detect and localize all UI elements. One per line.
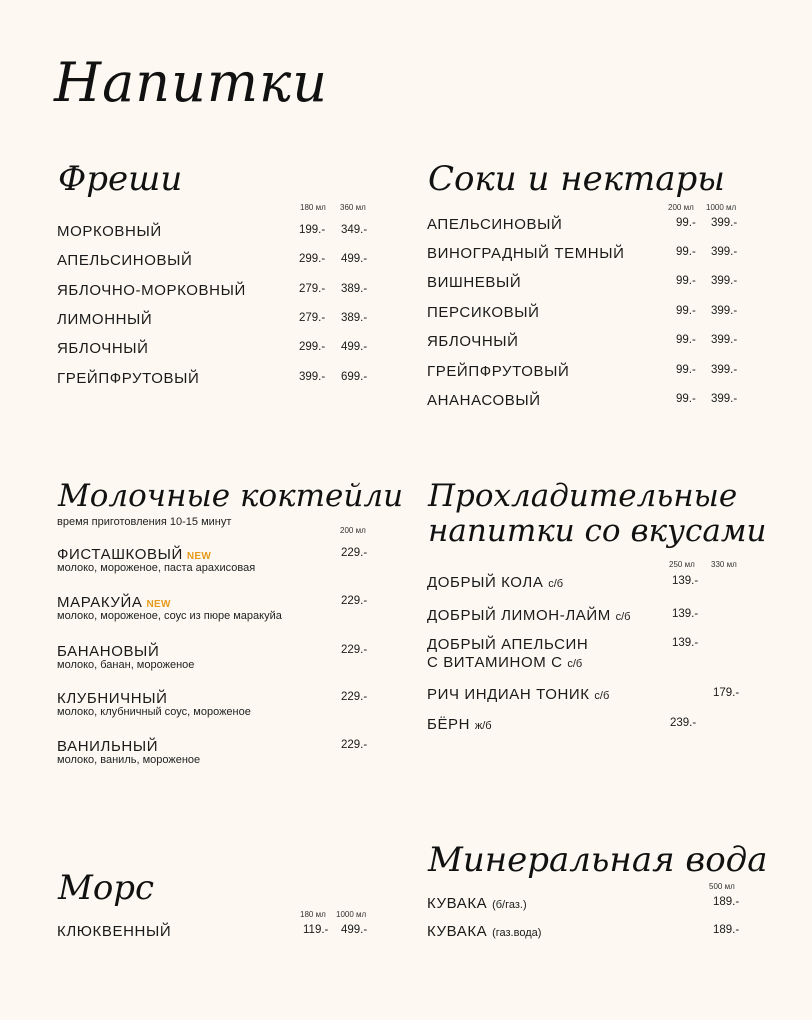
item-name: МАРАКУЙА NEW	[57, 594, 171, 611]
cold-size-small: 250 мл	[669, 560, 695, 569]
shakes-section-title: Молочные коктейли	[58, 478, 404, 514]
item-price-small: 99.-	[676, 364, 696, 376]
item-name: ДОБРЫЙ ЛИМОН-ЛАЙМ с/б	[427, 607, 631, 624]
item-name: АПЕЛЬСИНОВЫЙ	[427, 216, 563, 233]
item-description: молоко, клубничный соус, мороженое	[57, 706, 251, 718]
item-price: 229.-	[341, 547, 368, 559]
item-description: молоко, мороженое, паста арахисовая	[57, 562, 256, 574]
item-name: ПЕРСИКОВЫЙ	[427, 304, 540, 321]
item-price: 139.-	[672, 575, 699, 587]
item-price-small: 99.-	[676, 334, 696, 346]
fresh-size-large: 360 мл	[340, 203, 366, 212]
item-price: 229.-	[341, 595, 368, 607]
item-price-small: 119.-	[303, 924, 329, 936]
new-badge: NEW	[146, 599, 171, 610]
item-price-large: 389.-	[341, 283, 368, 295]
item-price: 229.-	[341, 739, 368, 751]
item-price: 229.-	[341, 644, 368, 656]
item-price-large: 399.-	[711, 393, 738, 405]
water-size: 500 мл	[709, 882, 735, 891]
shakes-size: 200 мл	[340, 526, 366, 535]
item-name: МОРКОВНЫЙ	[57, 223, 162, 240]
item-price-large: 399.-	[711, 246, 738, 258]
item-name: АПЕЛЬСИНОВЫЙ	[57, 252, 193, 269]
item-note: с/б	[567, 658, 583, 670]
item-description: молоко, ваниль, мороженое	[57, 754, 201, 766]
item-price-small: 279.-	[299, 283, 326, 295]
item-name: БАНАНОВЫЙ	[57, 643, 160, 660]
cold-size-large: 330 мл	[711, 560, 737, 569]
item-name: РИЧ ИНДИАН ТОНИК с/б	[427, 686, 610, 703]
item-name: КУВАКА (газ.вода)	[427, 923, 542, 940]
mors-section-title: Морс	[58, 868, 155, 908]
juices-size-small: 200 мл	[668, 203, 694, 212]
item-price: 189.-	[713, 924, 740, 936]
item-price-small: 99.-	[676, 305, 696, 317]
juices-section-title: Соки и нектары	[428, 159, 725, 199]
item-price: 239.-	[670, 717, 697, 729]
item-price: 139.-	[672, 637, 699, 649]
item-price-large: 349.-	[341, 224, 368, 236]
item-note: (газ.вода)	[492, 927, 542, 939]
cold-section-title-line1: Прохладительные	[428, 478, 738, 514]
mors-size-large: 1000 мл	[336, 910, 367, 919]
item-name: ЯБЛОЧНЫЙ	[57, 340, 149, 357]
item-name: КУВАКА (б/газ.)	[427, 895, 527, 912]
item-price-large: 389.-	[341, 312, 368, 324]
item-note: с/б	[594, 690, 610, 702]
item-price-small: 279.-	[299, 312, 326, 324]
item-note: ж/б	[474, 720, 492, 732]
fresh-section-title: Фреши	[58, 159, 183, 199]
water-section-title: Минеральная вода	[428, 840, 768, 880]
item-price-large: 399.-	[711, 275, 738, 287]
mors-size-small: 180 мл	[300, 910, 326, 919]
item-name: ВИНОГРАДНЫЙ ТЕМНЫЙ	[427, 245, 625, 262]
item-price: 189.-	[713, 896, 740, 908]
item-price: 139.-	[672, 608, 699, 620]
item-price: 179.-	[713, 687, 740, 699]
item-name: ГРЕЙПФРУТОВЫЙ	[427, 363, 570, 380]
item-price-large: 499.-	[341, 253, 368, 265]
item-description: молоко, банан, мороженое	[57, 659, 195, 671]
item-name: КЛУБНИЧНЫЙ	[57, 690, 168, 707]
item-name: ВИШНЕВЫЙ	[427, 274, 522, 291]
item-name: ГРЕЙПФРУТОВЫЙ	[57, 370, 200, 387]
cold-section-title-line2: напитки со вкусами	[428, 513, 767, 549]
item-name-line2: С ВИТАМИНОМ С с/б	[427, 654, 583, 671]
item-price-large: 399.-	[711, 305, 738, 317]
item-note: с/б	[615, 611, 631, 623]
juices-size-large: 1000 мл	[706, 203, 737, 212]
item-name: ЯБЛОЧНЫЙ	[427, 333, 519, 350]
item-price-small: 199.-	[299, 224, 326, 236]
item-price-small: 299.-	[299, 253, 326, 265]
item-name: БЁРН ж/б	[427, 716, 492, 733]
item-price-small: 99.-	[676, 217, 696, 229]
item-price-small: 99.-	[676, 246, 696, 258]
item-price: 229.-	[341, 691, 368, 703]
item-price-large: 699.-	[341, 371, 368, 383]
fresh-size-small: 180 мл	[300, 203, 326, 212]
new-badge: NEW	[186, 551, 212, 562]
item-note: (б/газ.)	[492, 899, 527, 911]
item-price-large: 499.-	[341, 341, 368, 353]
item-name: ДОБРЫЙ КОЛА с/б	[427, 574, 564, 591]
item-price-large: 399.-	[711, 334, 738, 346]
item-name: ВАНИЛЬНЫЙ	[57, 738, 159, 755]
item-name: ЯБЛОЧНО-МОРКОВНЫЙ	[57, 282, 246, 299]
page-title: Напитки	[54, 51, 329, 114]
shakes-subtitle: время приготовления 10-15 минут	[57, 516, 232, 528]
item-name: АНАНАСОВЫЙ	[427, 392, 541, 409]
item-name: ФИСТАШКОВЫЙ NEW	[57, 546, 212, 563]
item-name: ЛИМОННЫЙ	[57, 311, 153, 328]
item-name: ДОБРЫЙ АПЕЛЬСИН	[427, 636, 589, 653]
item-note: с/б	[548, 578, 564, 590]
item-name: КЛЮКВЕННЫЙ	[57, 923, 172, 940]
item-price-large: 399.-	[711, 217, 738, 229]
item-description: молоко, мороженое, соус из пюре маракуйа	[57, 610, 282, 622]
item-price-small: 399.-	[299, 371, 326, 383]
item-price-large: 499.-	[341, 924, 368, 936]
item-price-small: 99.-	[676, 393, 696, 405]
item-price-small: 299.-	[299, 341, 326, 353]
item-price-large: 399.-	[711, 364, 738, 376]
item-price-small: 99.-	[676, 275, 696, 287]
